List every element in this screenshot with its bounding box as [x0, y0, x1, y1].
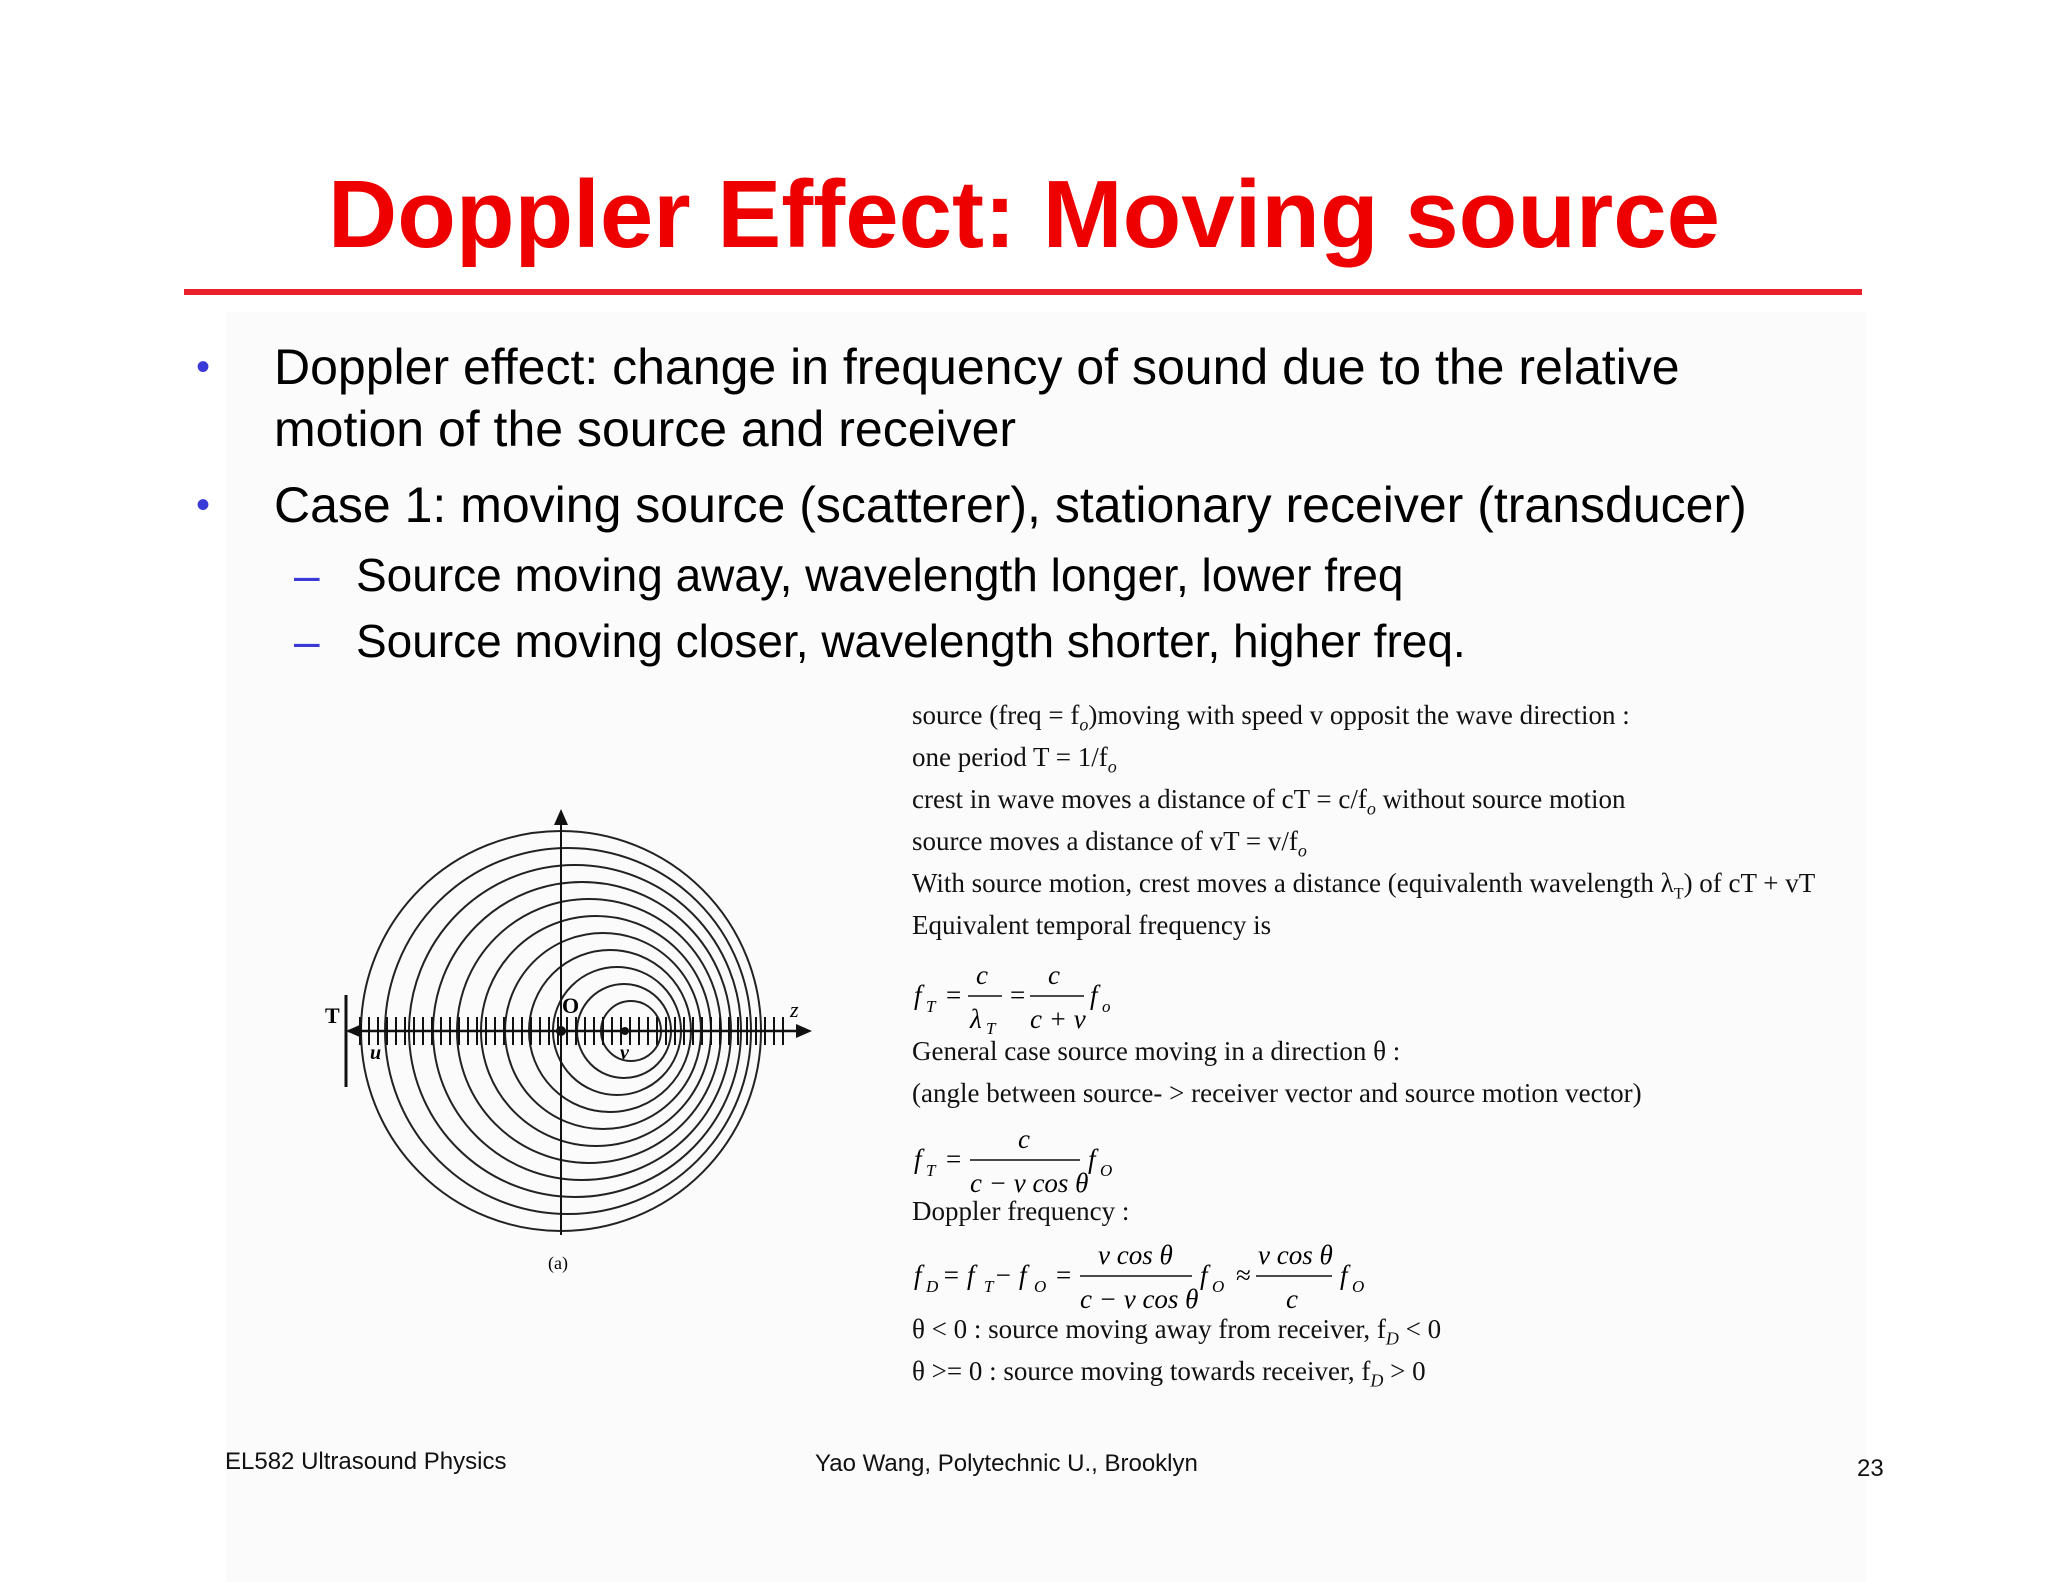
label-T: T — [325, 1003, 340, 1028]
bullet-text-continued: motion of the source and receiver — [274, 401, 1017, 457]
math-line: one period $T = 1/f_o$ — [912, 742, 1117, 777]
z-axis-arrow-icon — [796, 1024, 812, 1038]
svg-text:O: O — [1212, 1277, 1225, 1296]
svg-text:O: O — [1100, 1161, 1113, 1180]
svg-text:− f: − f — [994, 1260, 1027, 1290]
bullet-text: Case 1: moving source (scatterer), stationary receiver (transducer) — [274, 477, 1747, 533]
svg-text:f: f — [1200, 1260, 1208, 1290]
doppler-circles-diagram — [320, 795, 830, 1275]
label-v: v — [620, 1042, 629, 1064]
svg-text:λ: λ — [970, 1004, 982, 1034]
origin-dot — [556, 1026, 566, 1036]
label-O: O — [562, 993, 580, 1018]
svg-text:=: = — [1056, 1260, 1072, 1290]
dash-icon: – — [294, 615, 320, 667]
footer-course: EL582 Ultrasound Physics — [225, 1448, 507, 1475]
svg-text:f: f — [914, 1260, 922, 1290]
slide-title: Doppler Effect: Moving source — [327, 161, 1721, 268]
svg-text:O: O — [1352, 1277, 1365, 1296]
equation-fT-2 — [912, 1120, 1172, 1200]
math-line: (angle between source- > receiver vector and source motion vector) — [912, 1078, 1642, 1108]
svg-text:D: D — [926, 1277, 939, 1296]
svg-text:v cos θ: v cos θ — [1258, 1240, 1333, 1270]
label-u: u — [370, 1042, 382, 1064]
svg-text:c: c — [976, 960, 988, 990]
source-dot — [621, 1027, 629, 1035]
math-line: With source motion, crest moves a distance (equivalenth wavelength $\lambda_T$) of cT + vT — [912, 868, 1816, 903]
svg-text:c − v cos θ: c − v cos θ — [970, 1168, 1089, 1198]
math-line: source moves a distance of vT = $v/f_o$ — [912, 826, 1307, 861]
label-z: z — [790, 997, 799, 1022]
math-line: θ < 0 : source moving away from receiver, $f_D < 0$ — [912, 1314, 1442, 1349]
svg-text:≈: ≈ — [1236, 1260, 1251, 1290]
math-line: θ >= 0 : source moving towards receiver, $f_D > 0$ — [912, 1356, 1426, 1391]
svg-text:T: T — [986, 1019, 996, 1036]
equation-fT-1 — [912, 956, 1172, 1036]
svg-text:=: = — [946, 980, 962, 1010]
vertical-axis-arrow-icon — [554, 809, 568, 825]
svg-text:f: f — [914, 1144, 922, 1174]
svg-text:f: f — [1340, 1260, 1348, 1290]
math-derivation — [912, 700, 1872, 1400]
page-number: 23 — [1857, 1455, 1884, 1482]
svg-text:c: c — [1018, 1124, 1030, 1154]
equation-fD — [912, 1236, 1432, 1316]
math-line: crest in wave moves a distance of cT = $c/f_o$ without source motion — [912, 784, 1626, 819]
svg-text:T: T — [926, 997, 936, 1016]
svg-text:=: = — [1010, 980, 1026, 1010]
svg-text:T: T — [926, 1161, 936, 1180]
bullet-dot-icon: • — [196, 483, 211, 527]
svg-text:=: = — [946, 1144, 962, 1174]
title-underline — [184, 289, 1862, 295]
svg-text:c + v: c + v — [1030, 1004, 1086, 1034]
svg-text:v cos θ: v cos θ — [1098, 1240, 1173, 1270]
svg-text:f: f — [1090, 980, 1098, 1010]
footer-author: Yao Wang, Polytechnic U., Brooklyn — [815, 1450, 1198, 1477]
svg-text:c − v cos θ: c − v cos θ — [1080, 1284, 1199, 1314]
math-line: Doppler frequency : — [912, 1196, 1130, 1226]
svg-text:T: T — [984, 1277, 994, 1296]
svg-text:c: c — [1048, 960, 1060, 990]
subbullet-text: Source moving away, wavelength longer, lower freq — [356, 549, 1404, 601]
svg-text:f: f — [1088, 1144, 1096, 1174]
svg-text:c: c — [1286, 1284, 1298, 1314]
figure-caption: (a) — [548, 1253, 568, 1273]
bullet-text: Doppler effect: change in frequency of sound due to the relative — [274, 339, 1680, 395]
svg-text:f: f — [914, 980, 922, 1010]
math-line: General case source moving in a direction θ : — [912, 1036, 1401, 1066]
math-line: Equivalent temporal frequency is — [912, 910, 1272, 940]
svg-text:o: o — [1102, 997, 1111, 1016]
svg-text:O: O — [1034, 1277, 1047, 1296]
svg-text:= f: = f — [942, 1260, 975, 1290]
subbullet-text: Source moving closer, wavelength shorter, higher freq. — [356, 615, 1466, 667]
math-line: source (freq = $f_o)moving$ with speed v opposit the wave direction : — [912, 700, 1630, 735]
dash-icon: – — [294, 549, 320, 601]
bullet-dot-icon: • — [196, 345, 211, 389]
